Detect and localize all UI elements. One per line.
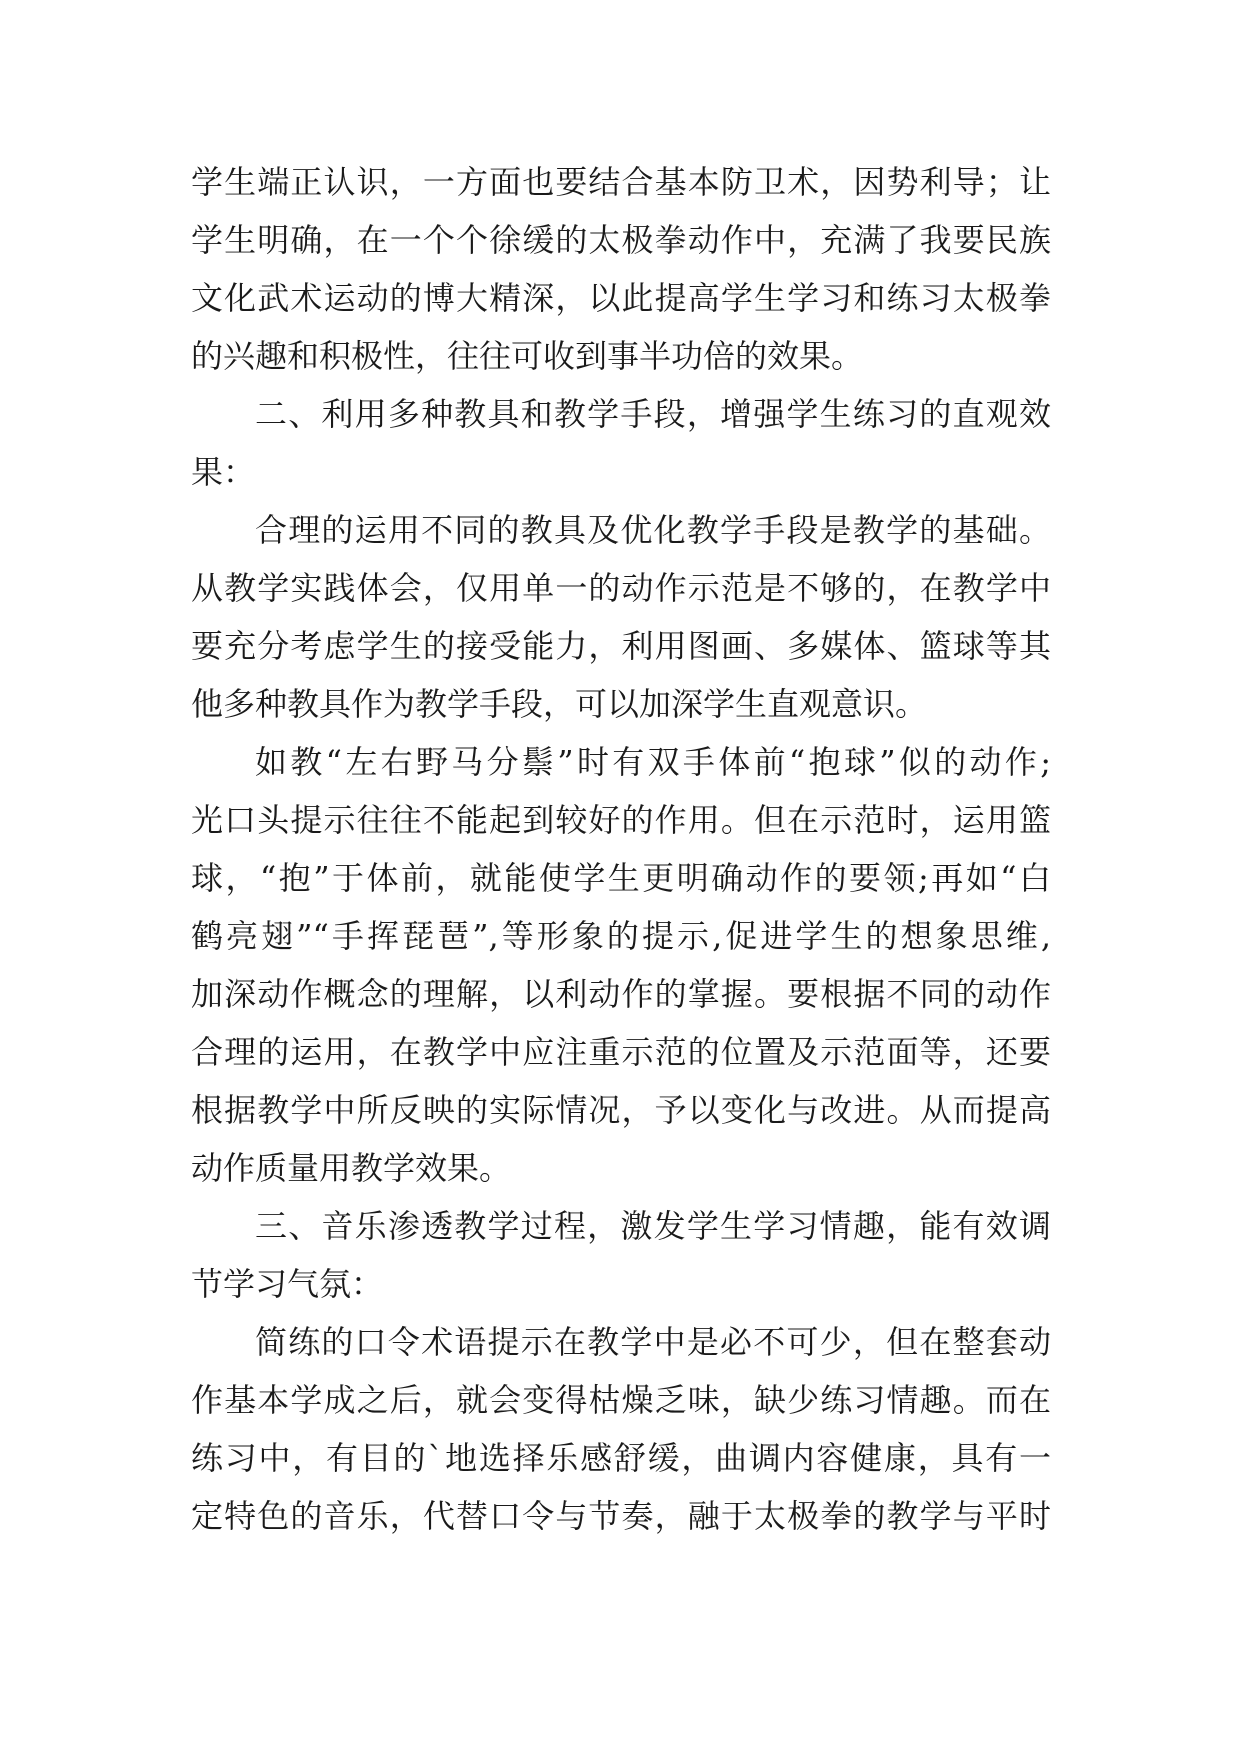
text-line: 练习中，有目的`地选择乐感舒缓，曲调内容健康，具有一 xyxy=(191,1439,1051,1477)
body-text xyxy=(191,153,1051,1545)
text-line: 定特色的音乐，代替口令与节奏，融于太极拳的教学与平时 xyxy=(191,1497,1051,1535)
text-line: 光口头提示往往不能起到较好的作用。但在示范时，运用篮 xyxy=(191,801,1051,839)
text-line: 学生端正认识，一方面也要结合基本防卫术，因势利导；让 xyxy=(191,163,1051,201)
text-line: 的兴趣和积极性，往往可收到事半功倍的效果。 xyxy=(191,337,864,375)
heading-line: 果： xyxy=(191,453,256,491)
text-line: 合理的运用不同的教具及优化教学手段是教学的基础。 xyxy=(255,511,1051,549)
text-line: 如教“左右野马分鬃”时有双手体前“抱球”似的动作; xyxy=(255,743,1051,781)
heading-line: 二、利用多种教具和教学手段，增强学生练习的直观效 xyxy=(255,395,1051,433)
text-line: 球，“抱”于体前，就能使学生更明确动作的要领;再如“白 xyxy=(191,859,1051,897)
text-line: 鹤亮翅”“手挥琵琶”,等形象的提示,促进学生的想象思维, xyxy=(191,917,1051,955)
heading-line: 节学习气氛： xyxy=(191,1265,384,1303)
text-line: 作基本学成之后，就会变得枯燥乏味，缺少练习情趣。而在 xyxy=(191,1381,1051,1419)
text-line: 学生明确，在一个个徐缓的太极拳动作中，充满了我要民族 xyxy=(191,221,1051,259)
text-line: 合理的运用，在教学中应注重示范的位置及示范面等，还要 xyxy=(191,1033,1051,1071)
text-line: 简练的口令术语提示在教学中是必不可少，但在整套动 xyxy=(255,1323,1051,1361)
text-line: 加深动作概念的理解，以利动作的掌握。要根据不同的动作 xyxy=(191,975,1051,1013)
text-line: 要充分考虑学生的接受能力，利用图画、多媒体、篮球等其 xyxy=(191,627,1051,665)
text-line: 根据教学中所反映的实际情况，予以变化与改进。从而提高 xyxy=(191,1091,1051,1129)
text-line: 动作质量用教学效果。 xyxy=(191,1149,512,1187)
text-line: 他多种教具作为教学手段，可以加深学生直观意识。 xyxy=(191,685,928,723)
text-line: 文化武术运动的博大精深，以此提高学生学习和练习太极拳 xyxy=(191,279,1051,317)
text-line: 从教学实践体会，仅用单一的动作示范是不够的，在教学中 xyxy=(191,569,1051,607)
heading-line: 三、音乐渗透教学过程，激发学生学习情趣，能有效调 xyxy=(255,1207,1051,1245)
